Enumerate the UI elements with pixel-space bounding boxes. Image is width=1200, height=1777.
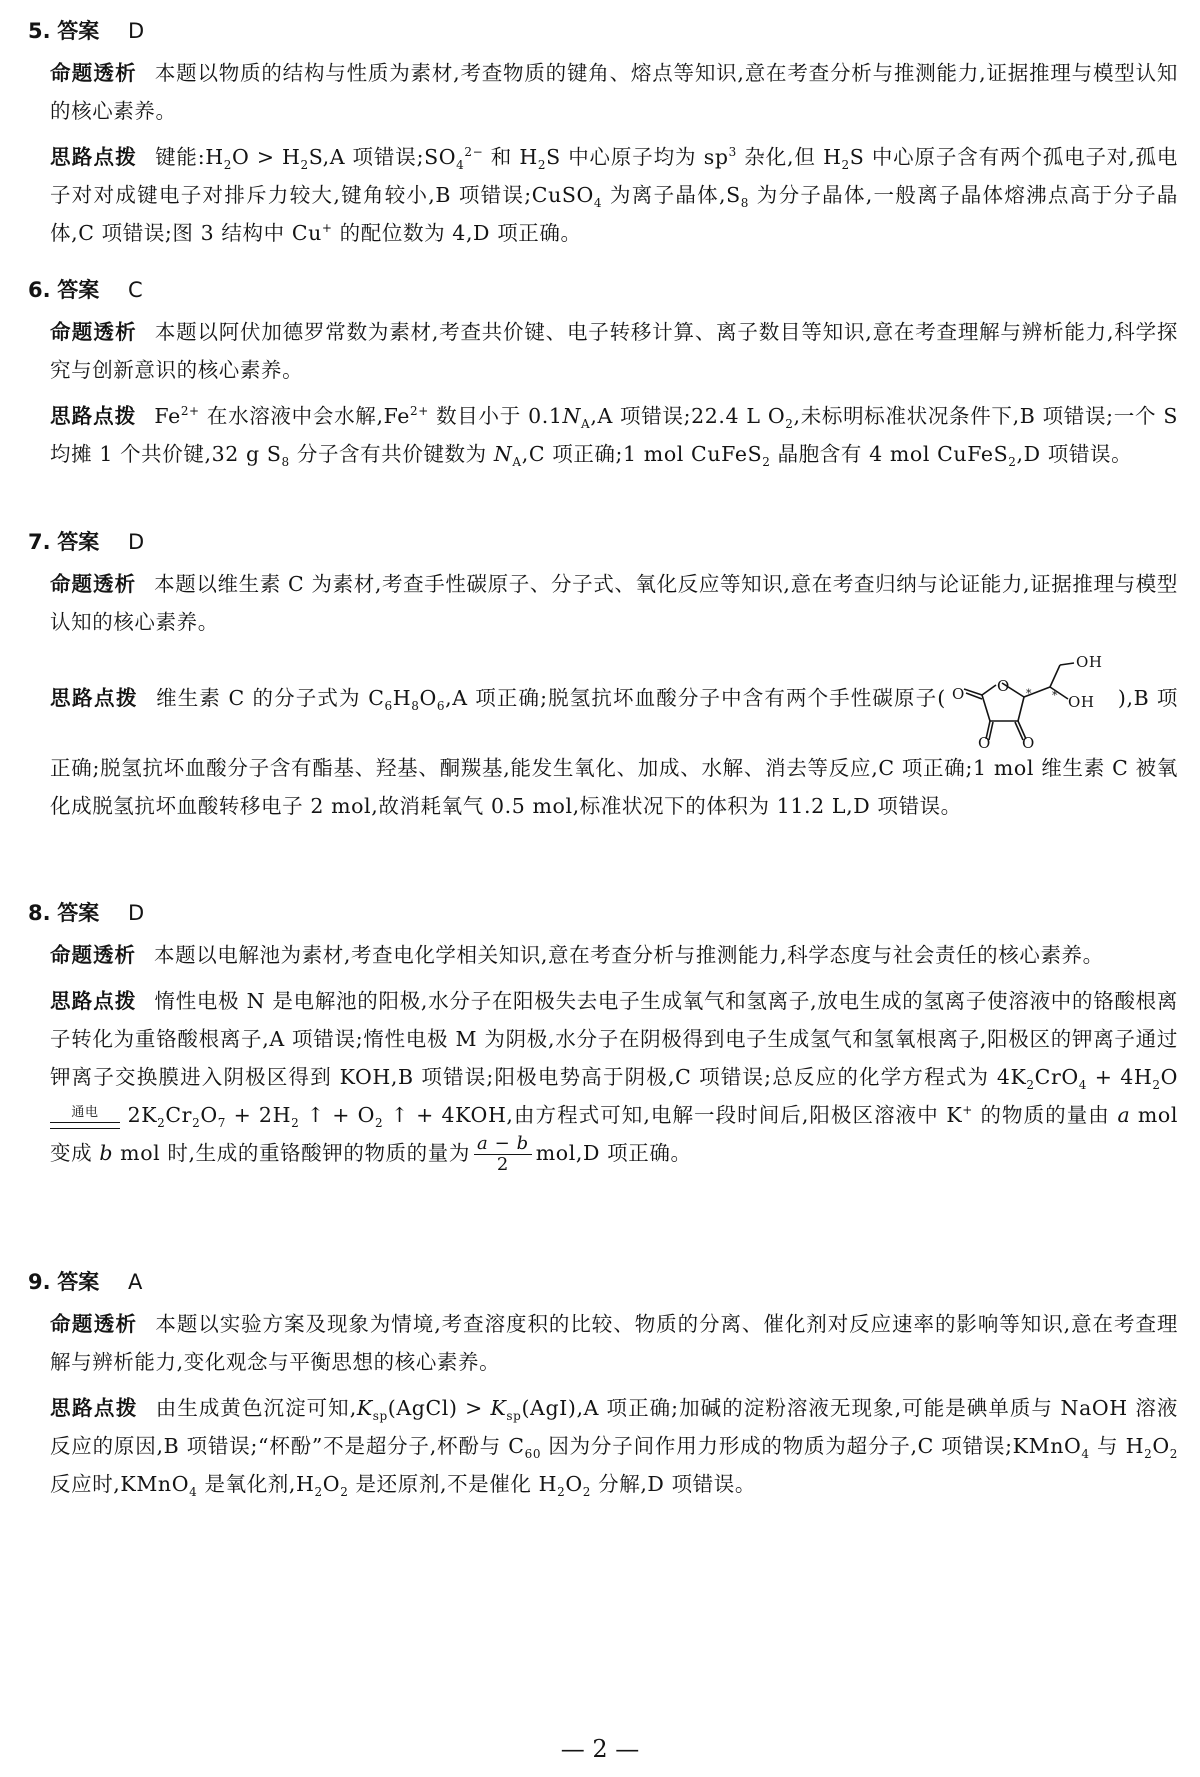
hint-tag: 思路点拨	[50, 989, 137, 1013]
hint-text: $Fe^{2+}$ 在水溶液中会水解$,Fe^{2+}$ 数目小于 $0.1N_A,A$ 项错误;22.4 L $O_2$,未标明标准状况条件下,B 项错误;一个 S 均摊 1 个共价键,32 g $S_8$ 分子含有共价键数为 $N_A,C$ 项正确;1 mol CuFeS$_2$ 晶胞含有 4 mol CuFeS$_2$,D 项错误。	[50, 404, 1179, 470]
hint-text: 维生素 C 的分子式为 $C_6H_8O_6,A$ 项正确;脱氢抗坏血酸分子中含有两个手性碳原子( O O O O OH OH * * ),B 项正确;脱氢抗坏血酸分子含有酯基、羟基、酮羰基,能发生氧化、加成、水解、消去等反应,C 项正确;1 mol 维生素 C 被氧化成脱氢抗坏血酸转移电子 2 mol,故消耗氧气 0.5 mol,标准状况下的体积为 11.2 L,D 项错误。	[50, 686, 1178, 819]
analysis-tag: 命题透析	[50, 943, 136, 967]
analysis-paragraph	[50, 54, 1178, 130]
analysis-text: 本题以电解池为素材,考查电化学相关知识,意在考查分析与推测能力,科学态度与社会责任的核心素养。	[154, 943, 1104, 967]
hint-paragraph	[50, 1389, 1178, 1503]
question-number: 8.	[28, 901, 51, 925]
page-number: — 2 —	[560, 1735, 640, 1763]
answer-heading	[28, 275, 1178, 305]
analysis-paragraph	[50, 565, 1178, 641]
hint-tag: 思路点拨	[50, 404, 137, 428]
question-7	[28, 527, 1178, 825]
hint-tag: 思路点拨	[50, 685, 139, 710]
hint-paragraph	[50, 649, 1178, 825]
chiral-mark-2: *	[1051, 689, 1058, 702]
analysis-paragraph	[50, 313, 1178, 389]
answer-label: 答案	[57, 530, 100, 554]
hint-tag: 思路点拨	[50, 145, 138, 169]
hint-text: 惰性电极 N 是电解池的阳极,水分子在阳极失去电子生成氧气和氢离子,放电生成的氢离子使溶液中的铬酸根离子转化为重铬酸根离子,A 项错误;惰性电极 M 为阴极,水分子在阴极得到电子生成氢气和氢氧根离子,阳极区的钾离子通过钾离子交换膜进入阴极区得到 KOH,B 项错误;阳极电势高于阴极,C 项错误;总反应的化学方程式为 $4K_2CrO_4 + 4H_2O$ 通电 $2K_2Cr_2O_7 + 2H_2$ ↑ + $O_2$ ↑ + 4KOH,由方程式可知,电解一段时间后,阳极区溶液中 K+ 的物质的量由 a mol 变成 b mol 时,生成的重铬酸钾的物质的量为 $\frac{a - b}{2}$ mol,D 项正确。	[50, 989, 1178, 1175]
question-5	[28, 16, 1178, 252]
analysis-paragraph	[50, 1305, 1178, 1381]
answer-label: 答案	[57, 278, 100, 302]
question-9	[28, 1267, 1178, 1503]
answer-value: A	[127, 1270, 143, 1294]
analysis-text: 本题以实验方案及现象为情境,考查溶度积的比较、物质的分离、催化剂对反应速率的影响等知识,意在考查理解与辨析能力,变化观念与平衡思想的核心素养。	[50, 1312, 1178, 1374]
answer-value: D	[127, 19, 145, 43]
answer-value: D	[127, 901, 145, 925]
fraction: $\frac{a - b}{2}$	[474, 1134, 532, 1175]
answer-heading	[28, 527, 1178, 557]
question-number: 7.	[28, 530, 51, 554]
answer-heading	[28, 898, 1178, 928]
hint-paragraph	[50, 397, 1178, 473]
analysis-text: 本题以阿伏加德罗常数为素材,考查共价键、电子转移计算、离子数目等知识,意在考查理解与辨析能力,科学探究与创新意识的核心素养。	[50, 320, 1179, 382]
hydroxyl-top-label: OH	[1075, 653, 1103, 671]
hydroxyl-bottom-label: OH	[1067, 693, 1095, 711]
answer-value: C	[127, 278, 143, 302]
answer-value: D	[127, 530, 145, 554]
question-number: 9.	[28, 1270, 51, 1294]
analysis-tag: 命题透析	[50, 572, 137, 596]
answer-label: 答案	[57, 19, 100, 43]
hint-paragraph	[50, 138, 1178, 252]
question-6	[28, 275, 1178, 473]
answer-heading	[28, 16, 1178, 46]
hint-text: 由生成黄色沉淀可知$,K_{sp}(AgCl) > K_{sp}(AgI),A$ 项正确;加碱的淀粉溶液无现象,可能是碘单质与 NaOH 溶液反应的原因,B 项错误;“杯酚”不是超分子,杯酚与 $C_{60}$ 因为分子间作用力形成的物质为超分子,C 项错误;KMnO$_4$ 与 $H_2O_2$ 反应时,KMnO$_4$ 是氧化剂$,H_2O_2$ 是还原剂,不是催化 $H_2O_2$ 分解,D 项错误。	[50, 1396, 1178, 1500]
hint-paragraph	[50, 982, 1178, 1175]
answer-label: 答案	[57, 1270, 100, 1294]
dehydroascorbic-acid-structure-icon	[952, 649, 1112, 749]
hint-tag: 思路点拨	[50, 1396, 138, 1420]
electrolysis-condition	[50, 1105, 120, 1129]
ketone-oxygen-label-1: O	[977, 734, 991, 749]
ketone-oxygen-label-2: O	[1021, 734, 1035, 749]
equals-sign	[50, 1122, 120, 1129]
analysis-tag: 命题透析	[50, 61, 137, 85]
analysis-tag: 命题透析	[50, 320, 137, 344]
hint-text: 键能$:H_2O > H_2S,A$ 项错误$;SO_4^{2-}$ 和 $H_2S$ 中心原子均为 $sp^3$ 杂化,但 $H_2S$ 中心原子含有两个孤电子对,孤电子对对成键电子对排斥力较大,键角较小,B 项错误;CuSO$_4$ 为离子晶体$,S_8$ 为分子晶体,一般离子晶体熔沸点高于分子晶体,C 项错误;图 3 结构中 Cu+ 的配位数为 4,D 项正确。	[50, 145, 1179, 245]
question-8	[28, 898, 1178, 1175]
answer-label: 答案	[57, 901, 100, 925]
analysis-tag: 命题透析	[50, 1312, 138, 1336]
question-number: 5.	[28, 19, 51, 43]
carbonyl-oxygen-label: O	[951, 685, 965, 703]
analysis-paragraph	[50, 936, 1178, 974]
analysis-text: 本题以维生素 C 为素材,考查手性碳原子、分子式、氧化反应等知识,意在考查归纳与论证能力,证据推理与模型认知的核心素养。	[50, 572, 1179, 634]
chiral-mark-1: *	[1025, 687, 1032, 700]
ring-oxygen-label: O	[996, 677, 1010, 695]
analysis-text: 本题以物质的结构与性质为素材,考查物质的键角、熔点等知识,意在考查分析与推测能力,证据推理与模型认知的核心素养。	[50, 61, 1179, 123]
answer-heading	[28, 1267, 1178, 1297]
question-number: 6.	[28, 278, 51, 302]
condition-label: 通电	[71, 1104, 99, 1120]
